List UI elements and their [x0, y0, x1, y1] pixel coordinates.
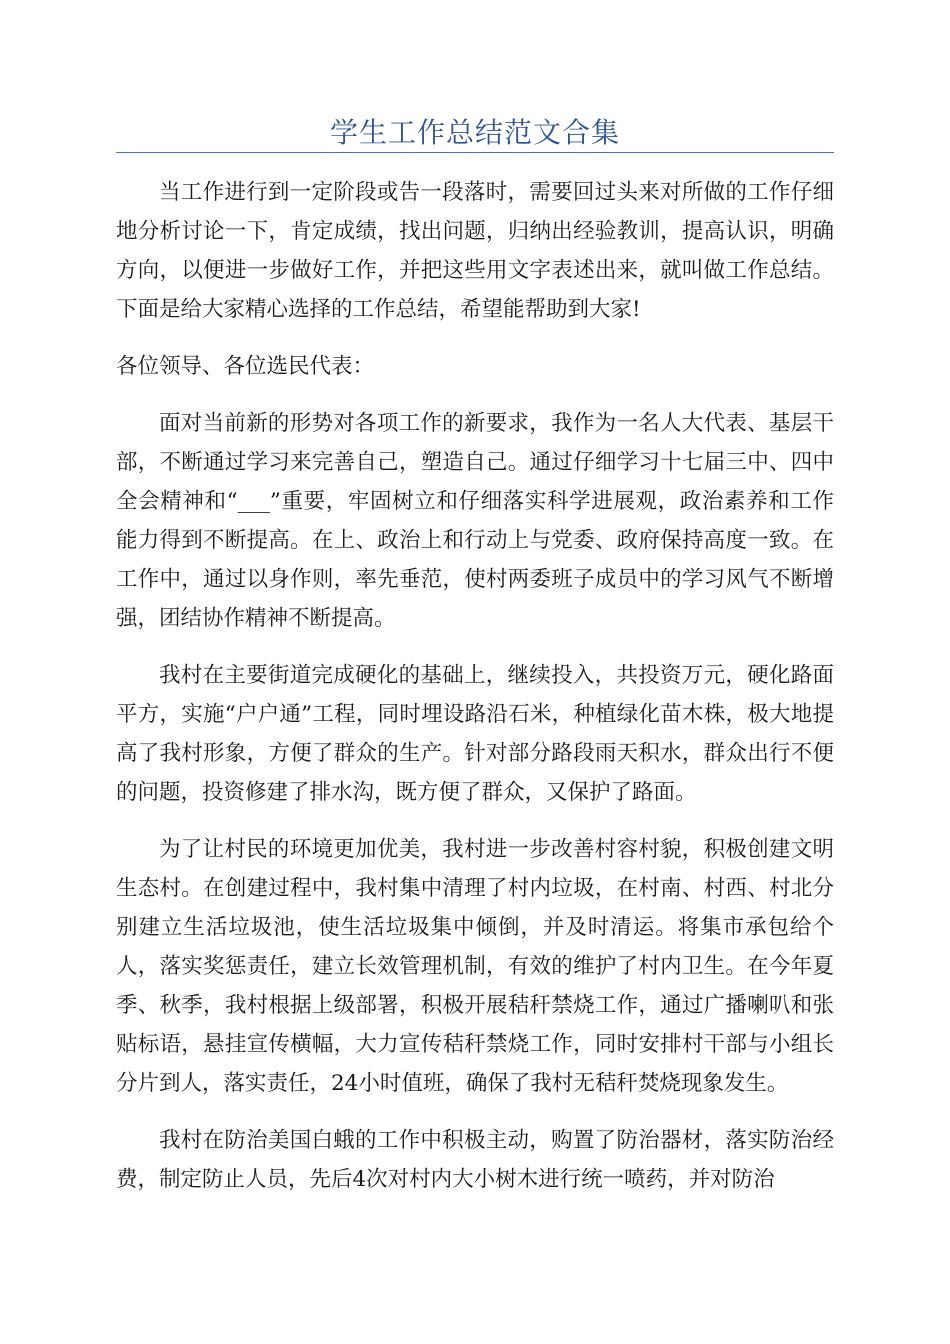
- title-underline: [116, 152, 834, 153]
- paragraph-environment: 为了让村民的环境更加优美，我村进一步改善村容村貌，积极创建文明生态村。在创建过程中，我村集中清理了村内垃圾，在村南、村西、村北分别建立生活垃圾池，使生活垃圾集中倾倒，并及时清运。将集市承包给个人，落实奖惩责任，建立长效管理机制，有效的维护了村内卫生。在今年夏季、秋季，我村根据上级部署，积极开展秸秆禁烧工作，通过广播喇叭和张贴标语，悬挂宣传横幅，大力宣传秸秆禁烧工作，同时安排村干部与小组长分片到人，落实责任，24小时值班，确保了我村无秸秆焚烧现象发生。: [116, 837, 834, 1096]
- document-body: [116, 173, 834, 1199]
- paragraph-pest-control: 我村在防治美国白蛾的工作中积极主动，购置了防治器材，落实防治经费，制定防止人员，先后4次对村内大小树木进行统一喷药，并对防治: [116, 1128, 834, 1192]
- page-title: 学生工作总结范文合集: [329, 116, 620, 149]
- document-page: [116, 0, 834, 1217]
- paragraph-intro: 当工作进行到一定阶段或告一段落时，需要回过头来对所做的工作仔细地分析讨论一下，肯定成绩，找出问题，归纳出经验教训，提高认识，明确方向，以便进一步做好工作，并把这些用文字表述出来，就叫做工作总结。下面是给大家精心选择的工作总结，希望能帮助到大家!: [116, 180, 834, 322]
- paragraph-study: 面对当前新的形势对各项工作的新要求，我作为一名人大代表、基层干部，不断通过学习来完善自己，塑造自己。通过仔细学习十七届三中、四中全会精神和“___”重要，牢固树立和仔细落实科学进展观，政治素养和工作能力得到不断提高。在上、政治上和行动上与党委、政府保持高度一致。在工作中，通过以身作则，率先垂范，使村两委班子成员中的学习风气不断增强，团结协作精神不断提高。: [116, 411, 834, 631]
- paragraph-salutation: 各位领导、各位选民代表：: [116, 354, 375, 379]
- paragraph-roads: 我村在主要街道完成硬化的基础上，继续投入，共投资万元，硬化路面平方，实施“户户通”工程，同时埋设路沿石米，种植绿化苗木株，极大地提高了我村形象，方便了群众的生产。针对部分路段雨天积水，群众出行不便的问题，投资修建了排水沟，既方便了群众，又保护了路面。: [116, 663, 834, 805]
